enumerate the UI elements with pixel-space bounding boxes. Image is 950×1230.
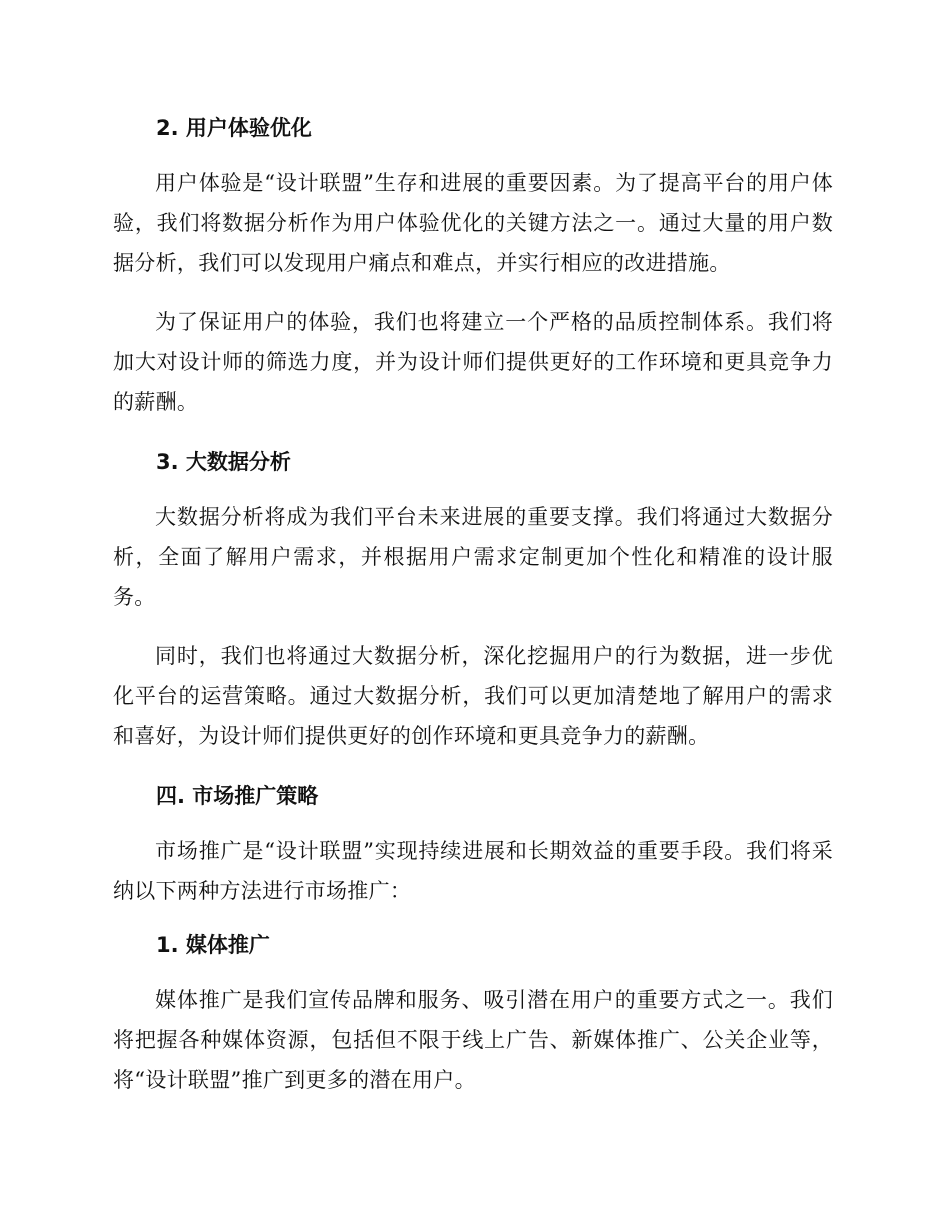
- paragraph: 用户体验是“设计联盟”生存和进展的重要因素。为了提高平台的用户体验，我们将数据分析作为用户体验优化的关键方法之一。通过大量的用户数据分析，我们可以发现用户痛点和难点，并实行相应的改进措施。: [113, 171, 833, 275]
- section-heading-marketing: 四. 市场推广策略: [156, 784, 319, 808]
- section-heading-ux: 2. 用户体验优化: [156, 116, 312, 140]
- paragraph: 为了保证用户的体验，我们也将建立一个严格的品质控制体系。我们将加大对设计师的筛选力度，并为设计师们提供更好的工作环境和更具竞争力的薪酬。: [113, 310, 833, 414]
- section-heading-big-data: 3. 大数据分析: [156, 450, 291, 474]
- paragraph: 大数据分析将成为我们平台未来进展的重要支撑。我们将通过大数据分析，全面了解用户需求，并根据用户需求定制更加个性化和精准的设计服务。: [113, 505, 833, 609]
- paragraph: 同时，我们也将通过大数据分析，深化挖掘用户的行为数据，进一步优化平台的运营策略。通过大数据分析，我们可以更加清楚地了解用户的需求和喜好，为设计师们提供更好的创作环境和更具竞争力的薪酬。: [113, 644, 833, 748]
- paragraph: 媒体推广是我们宣传品牌和服务、吸引潜在用户的重要方式之一。我们将把握各种媒体资源，包括但不限于线上广告、新媒体推广、公关企业等，将“设计联盟”推广到更多的潜在用户。: [113, 988, 833, 1092]
- section-heading-media: 1. 媒体推广: [156, 933, 270, 957]
- paragraph: 市场推广是“设计联盟”实现持续进展和长期效益的重要手段。我们将采纳以下两种方法进行市场推广：: [113, 839, 833, 903]
- document-page: [113, 0, 833, 1230]
